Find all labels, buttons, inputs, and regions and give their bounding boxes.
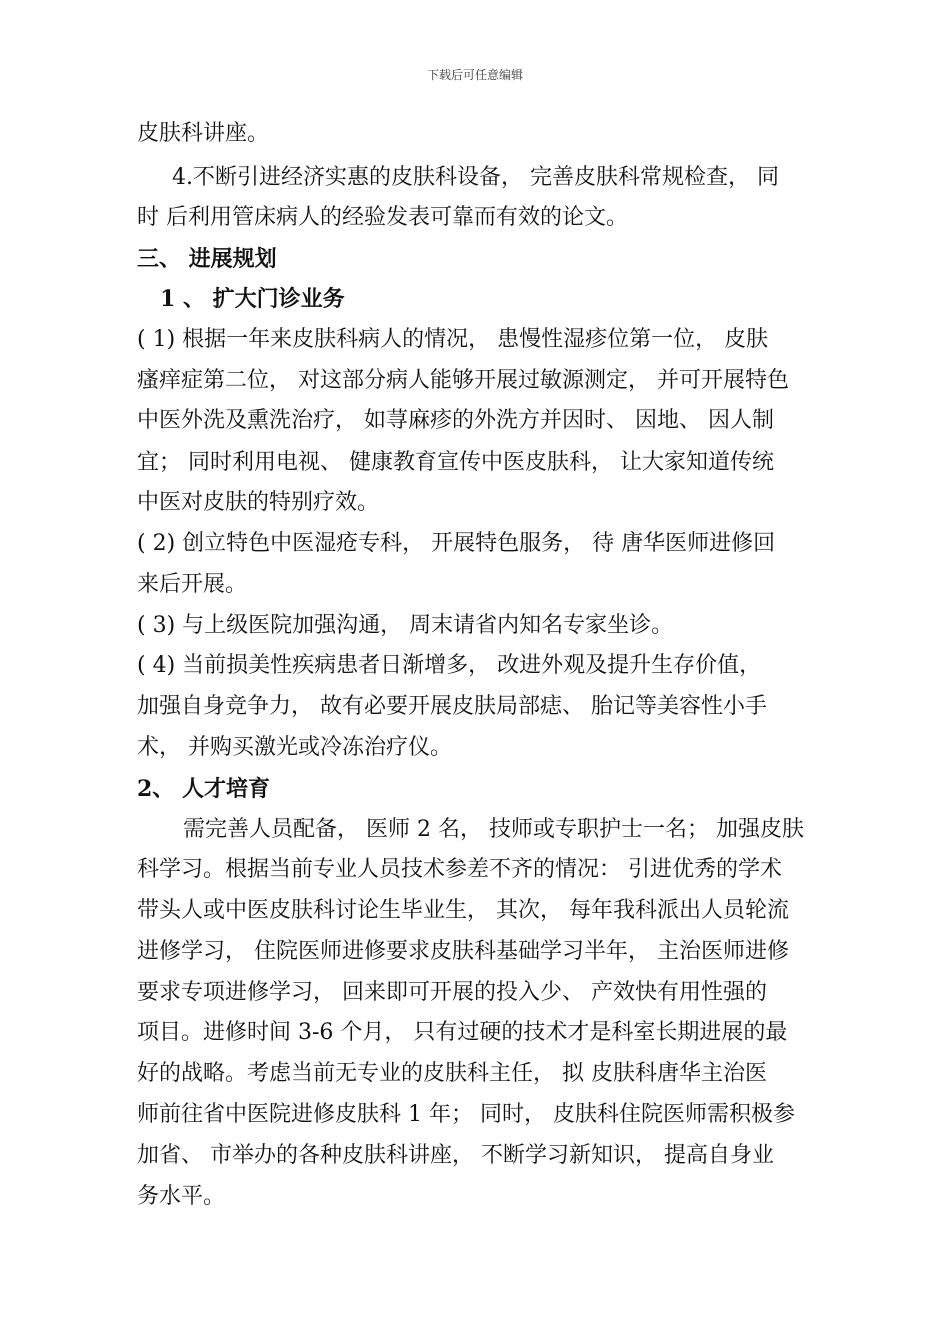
body-line: 项目。进修时间 3-6 个月， 只有过硬的技术才是科室长期进展的最	[137, 1020, 788, 1045]
body-line: 要求专项进修学习， 回来即可开展的投入少、 产效快有用性强的	[137, 980, 767, 1005]
body-line: 务水平。	[137, 1184, 226, 1209]
body-line: 加省、 市举办的各种皮肤科讲座， 不断学习新知识， 提高自身业	[137, 1143, 774, 1168]
body-line: 中医对皮肤的特别疗效。	[137, 490, 380, 515]
body-line: ( 4) 当前损美性疾病患者日渐增多， 改进外观及提升生存价值，	[137, 653, 762, 678]
body-line: ( 3) 与上级医院加强沟通， 周末请省内知名专家坐诊。	[137, 613, 674, 638]
body-line: 时 后利用管床病人的经验发表可靠而有效的论文。	[137, 205, 628, 230]
body-line: 加强自身竞争力， 故有必要开展皮肤局部痣、 胎记等美容性小手	[137, 694, 767, 719]
body-line: 需完善人员配备， 医师 2 名， 技师或专职护士一名； 加强皮肤	[183, 817, 804, 842]
body-line: 来后开展。	[137, 572, 248, 597]
body-line: 带头人或中医皮肤科讨论生毕业生， 其次， 每年我科派出人员轮流	[137, 898, 789, 923]
body-line: 科学习。根据当前专业人员技术参差不齐的情况： 引进优秀的学术	[137, 857, 782, 882]
body-line: 皮肤科讲座。	[137, 121, 270, 146]
body-line: 进修学习， 住院医师进修要求皮肤科基础学习半年， 主治医师进修	[137, 939, 789, 964]
subsection-heading: 2、 人才培育	[137, 776, 270, 802]
body-line: 宜； 同时利用电视、 健康教育宣传中医皮肤科， 让大家知道传统	[137, 450, 774, 475]
body-line: 瘙痒症第二位， 对这部分病人能够开展过敏源测定， 并可开展特色	[137, 368, 789, 393]
body-line: 中医外洗及熏洗治疗， 如荨麻疹的外洗方并因时、 因地、 因人制	[137, 408, 774, 433]
page-header: 下载后可任意编辑	[426, 68, 523, 82]
section-heading: 三、 进展规划	[137, 246, 277, 272]
body-line: ( 2) 创立特色中医湿疮专科， 开展特色服务， 待 唐华医师进修回	[137, 531, 776, 556]
body-line: 好的战略。考虑当前无专业的皮肤科主任， 拟 皮肤科唐华主治医	[137, 1061, 767, 1086]
body-line: ( 1) 根据一年来皮肤科病人的情况， 患慢性湿疹位第一位， 皮肤	[137, 327, 769, 352]
body-line: 师前往省中医院进修皮肤科 1 年； 同时， 皮肤科住院医师需积极参	[137, 1102, 795, 1127]
subsection-heading: 1 、 扩大门诊业务	[160, 286, 345, 312]
body-line: 4.不断引进经济实惠的皮肤科设备， 完善皮肤科常规检查， 同	[172, 165, 779, 190]
body-line: 术， 并购买激光或冷冻治疗仪。	[137, 735, 452, 760]
